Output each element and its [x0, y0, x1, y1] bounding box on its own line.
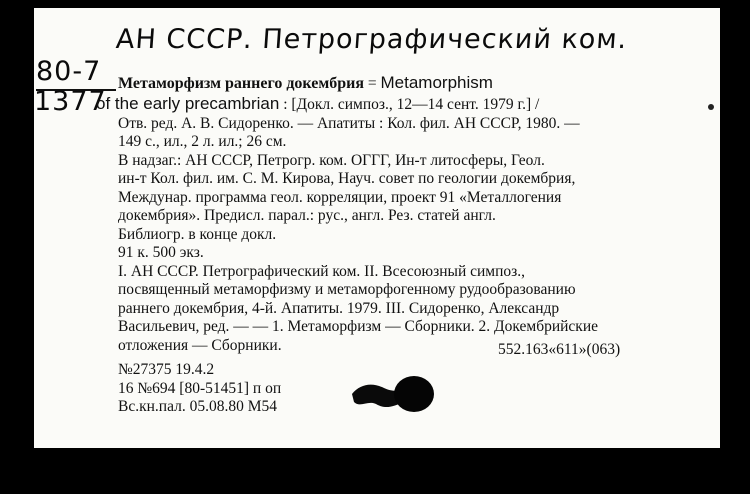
ink-stain-icon: [394, 376, 434, 412]
classification-code: 552.163«611»(063): [498, 341, 621, 358]
card-line-10: 91 к. 500 экз.: [118, 244, 204, 261]
card-line-4: 149 с., ил., 2 л. ил.; 26 см.: [118, 133, 287, 150]
card-line-14: Васильевич, ред. — — 1. Метаморфизм — Сборники. 2. Докембрийские: [118, 318, 599, 335]
card-line-2: [96, 95, 539, 114]
card-line-6: ин-т Кол. фил. им. С. М. Кирова, Науч. совет по геологии докембрия,: [118, 170, 576, 187]
catalog-card: [34, 8, 720, 448]
card-line-9: Библиогр. в конце докл.: [118, 226, 277, 243]
print-date: Вс.кн.пал. 05.08.80 М54: [118, 398, 277, 415]
speck-icon: [708, 104, 714, 110]
card-line-3: Отв. ред. А. В. Сидоренко. — Апатиты : Кол. фил. АН СССР, 1980. —: [118, 115, 580, 132]
card-line-15: отложения — Сборники.: [118, 337, 282, 354]
card-line-13: раннего докембрия, 4-й. Апатиты. 1979. III. Сидоренко, Александр: [118, 300, 560, 317]
card-line-8: докембрия». Предисл. парал.: рус., англ. Рез. статей англ.: [118, 207, 496, 224]
handwritten-call-number-bottom: 1377: [34, 86, 107, 117]
card-line-5: В надзаг.: АН СССР, Петрогр. ком. ОГГГ, Ин-т литосферы, Геол.: [118, 152, 545, 169]
card-line-7: Междунар. программа геол. корреляции, проект 91 «Металлогения: [118, 189, 562, 206]
book-title-latin-cont: of the early precambrian: [96, 94, 280, 113]
print-info: 16 №694 [80-51451] п оп: [118, 380, 282, 397]
card-line-11: I. АН СССР. Петрографический ком. II. Всесоюзный симпоз.,: [118, 263, 526, 280]
card-line-title: [118, 74, 493, 93]
book-title-latin: Metamorphism: [380, 73, 493, 92]
handwritten-call-number-top: 80-7: [36, 56, 102, 87]
card-line-12: посвященный метаморфизму и метаморфогенному рудообразованию: [118, 281, 576, 298]
conference-info: : [Докл. симпоз., 12—14 сент. 1979 г.] /: [279, 96, 540, 113]
book-title: Метаморфизм раннего докембрия: [118, 75, 365, 92]
handwritten-heading: АН СССР. Петрографический ком.: [114, 24, 629, 55]
title-separator: =: [364, 75, 381, 92]
record-number: №27375 19.4.2: [118, 361, 215, 378]
